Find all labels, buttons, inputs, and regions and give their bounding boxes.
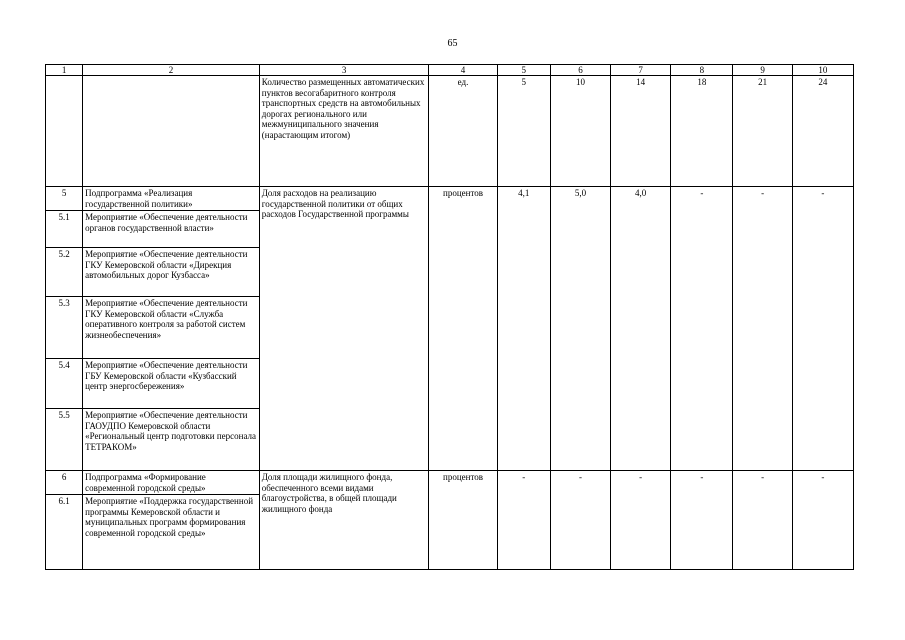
value-cell: 4,1 xyxy=(497,187,550,471)
name-cell: Мероприятие «Поддержка государственной программы Кемеровской области и муниципальных программ формирования современной городской среды» xyxy=(83,495,260,570)
name-cell: Мероприятие «Обеспечение деятельности органов государственной власти» xyxy=(83,211,260,248)
header-cell: 3 xyxy=(259,65,429,76)
header-cell: 2 xyxy=(83,65,260,76)
num-cell: 5.3 xyxy=(46,297,83,359)
value-cell: 5,0 xyxy=(550,187,610,471)
value-cell: - xyxy=(550,471,610,570)
name-cell: Подпрограмма «Формирование современной городской среды» xyxy=(83,471,260,495)
num-cell: 5.4 xyxy=(46,359,83,409)
header-cell: 1 xyxy=(46,65,83,76)
page-number: 65 xyxy=(447,38,458,49)
value-cell: - xyxy=(792,187,853,471)
num-cell: 5.2 xyxy=(46,248,83,297)
num-cell: 6 xyxy=(46,471,83,495)
name-cell: Мероприятие «Обеспечение деятельности ГКУ Кемеровской области «Дирекция автомобильных дорог Кузбасса» xyxy=(83,248,260,297)
value-cell: - xyxy=(733,187,792,471)
value-cell: - xyxy=(671,187,733,471)
value-cell: - xyxy=(733,471,792,570)
value-cell: 24 xyxy=(792,76,853,187)
header-cell: 8 xyxy=(671,65,733,76)
table-row xyxy=(46,187,854,211)
table-row xyxy=(46,471,854,495)
header-row xyxy=(46,65,854,76)
header-cell: 6 xyxy=(550,65,610,76)
name-cell xyxy=(83,76,260,187)
value-cell: 5 xyxy=(497,76,550,187)
indicator-cell: Доля расходов на реализацию государственной политики от общих расходов Государственной программы xyxy=(259,187,429,471)
value-cell: 14 xyxy=(611,76,671,187)
value-cell: 10 xyxy=(550,76,610,187)
indicator-cell: Доля площади жилищного фонда, обеспеченного всеми видами благоустройства, в общей площади жилищного фонда xyxy=(259,471,429,570)
value-cell: 18 xyxy=(671,76,733,187)
name-cell: Мероприятие «Обеспечение деятельности ГАОУДПО Кемеровской области «Региональный центр подготовки персонала ТЕТРАКОМ» xyxy=(83,409,260,471)
value-cell: - xyxy=(792,471,853,570)
name-cell: Мероприятие «Обеспечение деятельности ГКУ Кемеровской области «Служба оперативного контроля за работой систем жизнеобеспечения» xyxy=(83,297,260,359)
num-cell: 5.1 xyxy=(46,211,83,248)
unit-cell: процентов xyxy=(429,471,497,570)
value-cell: - xyxy=(611,471,671,570)
value-cell: - xyxy=(671,471,733,570)
unit-cell: процентов xyxy=(429,187,497,471)
num-cell: 5.5 xyxy=(46,409,83,471)
header-cell: 7 xyxy=(611,65,671,76)
name-cell: Мероприятие «Обеспечение деятельности ГБУ Кемеровской области «Кузбасский центр энергосбережения» xyxy=(83,359,260,409)
unit-cell: ед. xyxy=(429,76,497,187)
value-cell: 4,0 xyxy=(611,187,671,471)
indicators-table xyxy=(45,64,854,570)
num-cell: 5 xyxy=(46,187,83,211)
indicator-cell: Количество размещенных автоматических пунктов весогабаритного контроля транспортных средств на автомобильных дорогах регионального или межмуниципального значения (нарастающим итогом) xyxy=(259,76,429,187)
header-cell: 10 xyxy=(792,65,853,76)
value-cell: 21 xyxy=(733,76,792,187)
name-cell: Подпрограмма «Реализация государственной политики» xyxy=(83,187,260,211)
value-cell: - xyxy=(497,471,550,570)
num-cell: 6.1 xyxy=(46,495,83,570)
header-cell: 5 xyxy=(497,65,550,76)
table-row xyxy=(46,76,854,187)
header-cell: 4 xyxy=(429,65,497,76)
num-cell xyxy=(46,76,83,187)
header-cell: 9 xyxy=(733,65,792,76)
